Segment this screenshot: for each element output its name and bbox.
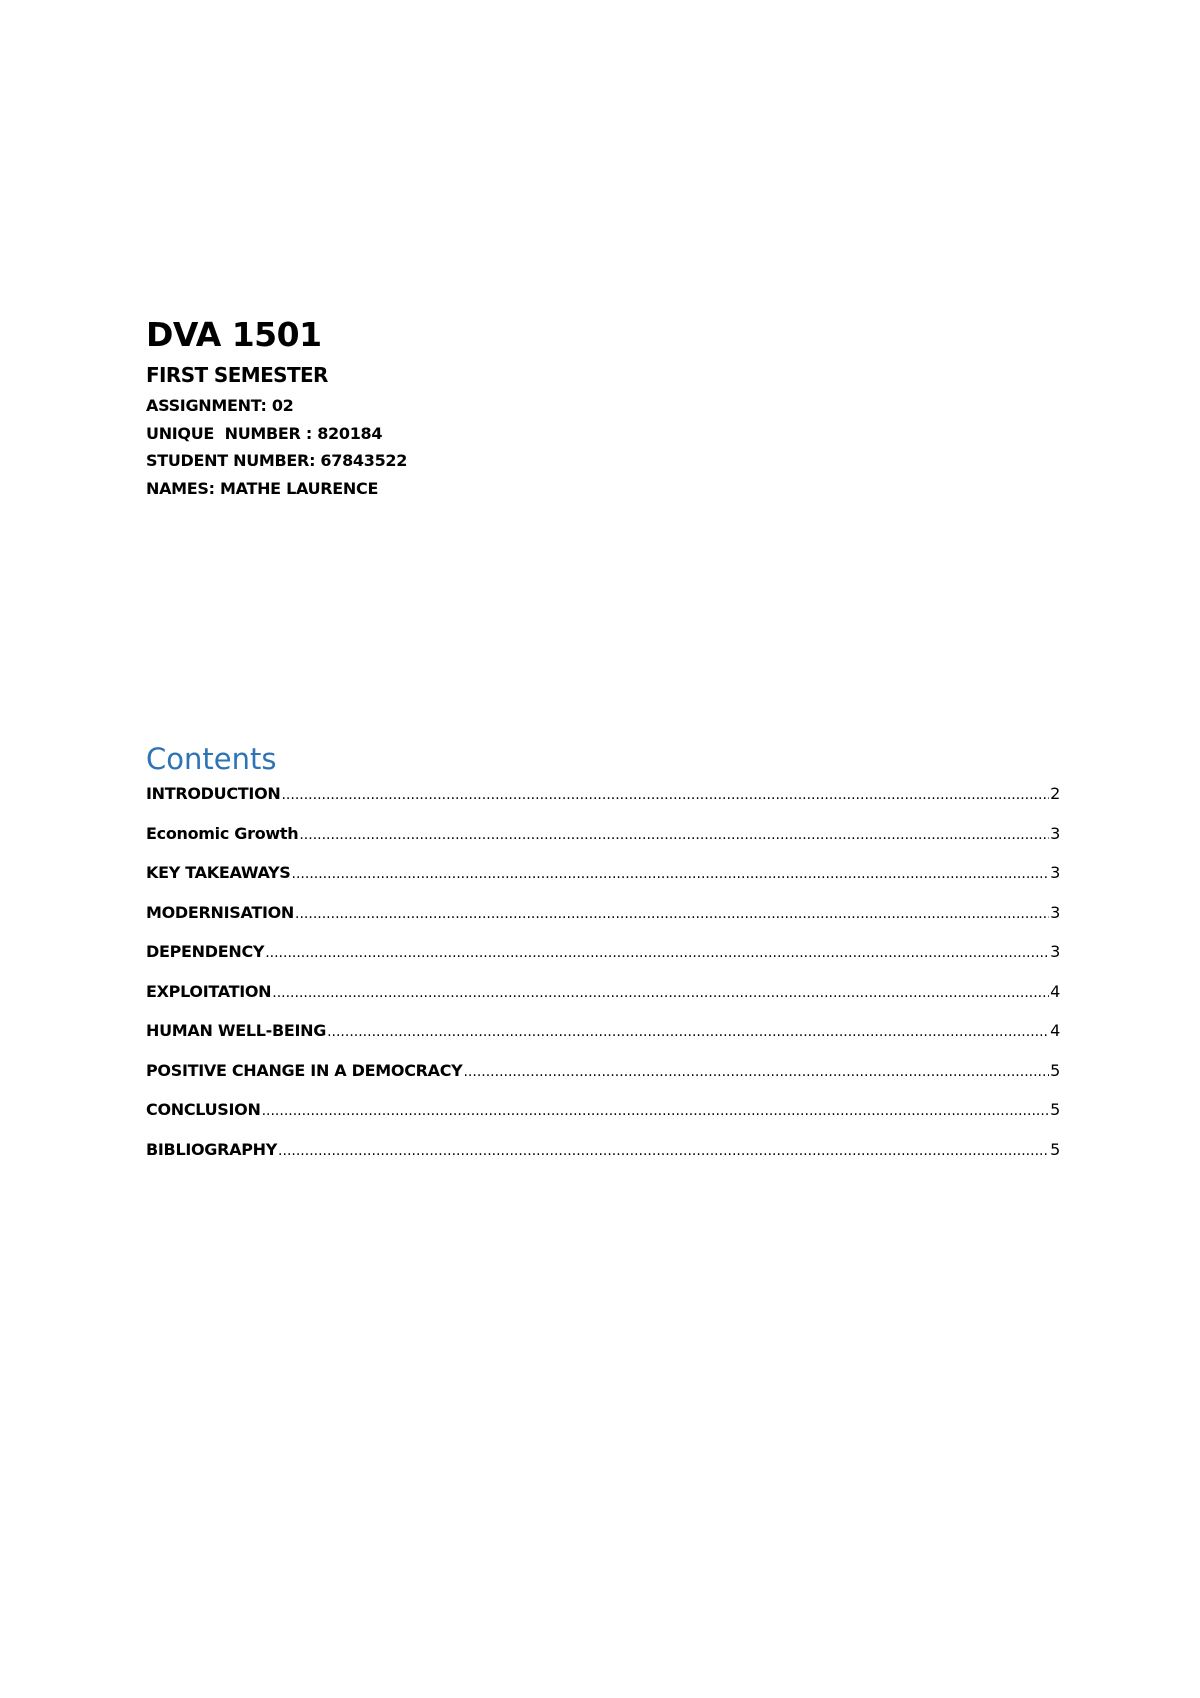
toc-entry-page: 3 — [1050, 942, 1060, 961]
toc-entry-label: DEPENDENCY — [146, 942, 265, 961]
toc-entry-dependency[interactable] — [146, 942, 1060, 982]
toc-entry-economic-growth[interactable] — [146, 824, 1060, 864]
toc-entry-bibliography[interactable] — [146, 1140, 1060, 1180]
toc-entry-page: 5 — [1050, 1139, 1060, 1159]
toc-heading: Contents — [146, 742, 277, 776]
toc-entry-page: 2 — [1050, 784, 1060, 803]
toc-entry-conclusion[interactable] — [146, 1100, 1060, 1140]
toc-dot-leader — [463, 1064, 1049, 1080]
toc-entry-page: 5 — [1050, 1060, 1060, 1080]
toc-entry-modernisation[interactable] — [146, 903, 1060, 943]
course-code: DVA 1501 — [146, 315, 322, 354]
student-names: NAMES: MATHE LAURENCE — [146, 478, 379, 498]
toc-entry-exploitation[interactable] — [146, 982, 1060, 1022]
assignment-number: ASSIGNMENT: 02 — [146, 396, 294, 415]
toc-entry-page: 4 — [1050, 1021, 1060, 1040]
toc-entry-label: MODERNISATION — [146, 902, 295, 922]
toc-dot-leader — [327, 1024, 1049, 1040]
cover-block — [146, 314, 746, 502]
unique-number: UNIQUE NUMBER : 820184 — [146, 423, 383, 443]
toc-entry-page: 3 — [1050, 863, 1060, 882]
toc-dot-leader — [272, 985, 1049, 1001]
toc-entry-page: 4 — [1050, 981, 1060, 1001]
toc-dot-leader — [281, 787, 1049, 803]
toc-entry-human-well-being[interactable] — [146, 1021, 1060, 1061]
toc-entry-label: Economic Growth — [146, 823, 299, 843]
toc-entry-key-takeaways[interactable] — [146, 863, 1060, 903]
student-number: STUDENT NUMBER: 67843522 — [146, 451, 408, 470]
toc-dot-leader — [299, 827, 1049, 843]
toc-entry-introduction[interactable] — [146, 784, 1060, 824]
toc-dot-leader — [292, 866, 1050, 882]
toc-dot-leader — [262, 1103, 1050, 1119]
toc-entry-page: 5 — [1050, 1100, 1060, 1119]
toc-dot-leader — [295, 906, 1049, 922]
table-of-contents — [146, 740, 1060, 1179]
toc-entry-label: CONCLUSION — [146, 1100, 261, 1119]
toc-entry-label: EXPLOITATION — [146, 981, 272, 1001]
toc-entry-positive-change[interactable] — [146, 1061, 1060, 1101]
toc-entry-label: INTRODUCTION — [146, 784, 281, 803]
toc-entry-label: KEY TAKEAWAYS — [146, 863, 291, 882]
toc-entry-page: 3 — [1050, 902, 1060, 922]
toc-dot-leader — [265, 945, 1049, 961]
toc-entry-label: BIBLIOGRAPHY — [146, 1139, 278, 1159]
toc-entry-page: 3 — [1050, 823, 1060, 843]
semester-label: FIRST SEMESTER — [146, 363, 328, 387]
toc-entry-label: HUMAN WELL-BEING — [146, 1021, 327, 1040]
toc-entry-label: POSITIVE CHANGE IN A DEMOCRACY — [146, 1060, 463, 1080]
cover-details — [146, 392, 746, 502]
toc-dot-leader — [278, 1143, 1049, 1159]
